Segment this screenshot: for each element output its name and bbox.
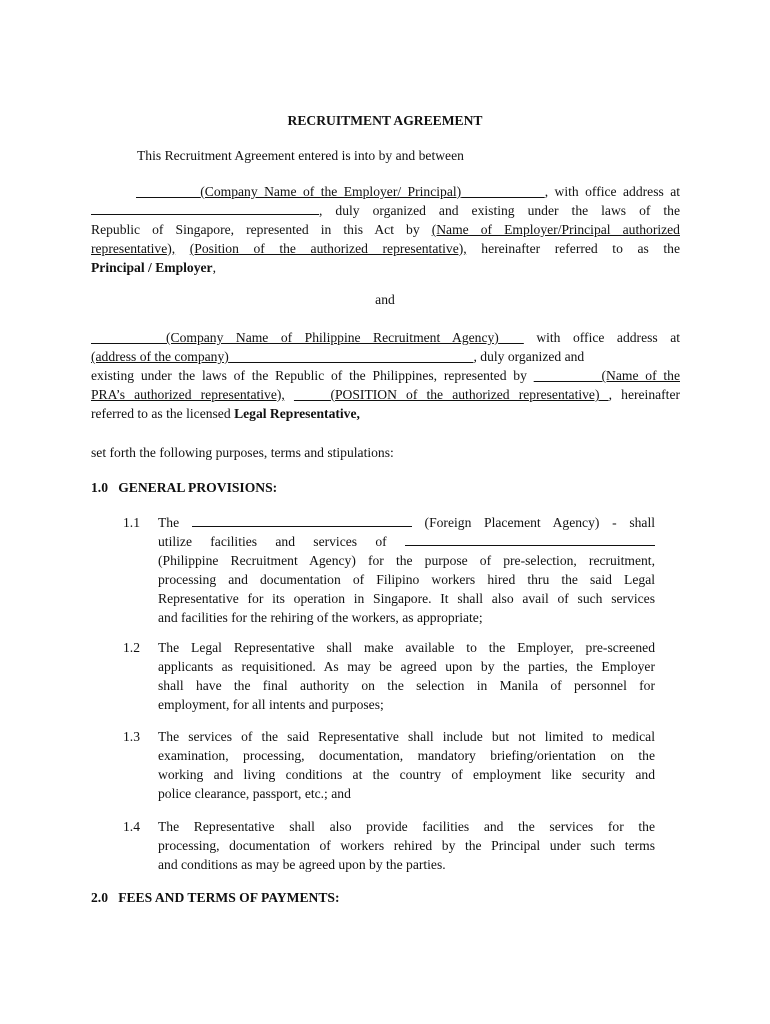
agency-rep-position-field[interactable]: (POSITION of the authorized representative): [330, 387, 600, 402]
item-1-2-text: [158, 638, 655, 714]
party2-text-2: , duly organized and: [473, 349, 585, 364]
item-1-1-line-5: Representative for its operation in Singapore. It shall also avail of such services: [158, 591, 655, 606]
item-1-1-line-1: The: [158, 515, 180, 530]
party2-paragraph: [91, 328, 680, 423]
item-1-1-line-3: (Philippine Recruitment Agency) for the purpose of pre-selection, recruitment,: [158, 553, 655, 568]
document-title: RECRUITMENT AGREEMENT: [287, 113, 483, 128]
item-1-2-line-2: applicants as requisitioned. As may be agreed upon by the parties, the Employer: [158, 659, 655, 674]
item-1-3-line-3: working and living conditions at the country of employment like security and: [158, 767, 655, 782]
item-1-2-line-3: shall have the final authority on the selection in Manila of personnel for: [158, 678, 655, 693]
party2-text-3: existing under the laws of the Republic of the Philippines, represented by: [91, 368, 527, 383]
item-1-3-line-4: police clearance, passport, etc.; and: [158, 786, 351, 801]
party2-role: Legal Representative,: [234, 406, 360, 421]
section1-heading: 1.0 GENERAL PROVISIONS:: [91, 480, 278, 495]
party1-role-end: ,: [212, 260, 216, 275]
and-separator: and: [375, 292, 395, 307]
party2-text-1: with office address at: [536, 330, 681, 345]
party1-text-4: hereinafter referred to as the: [481, 241, 680, 256]
employer-rep-name-field-b[interactable]: representative),: [91, 241, 176, 256]
party1-paragraph: [91, 182, 680, 277]
item-1-4-line-2: processing, documentation of workers rehired by the Principal under such terms: [158, 838, 655, 853]
agency-rep-name-field-b[interactable]: PRA’s authorized representative),: [91, 387, 285, 402]
party2-text-5: referred to as the licensed: [91, 406, 231, 421]
agency-address-field[interactable]: (address of the company): [91, 349, 229, 364]
item-1-3-number: 1.3: [123, 729, 140, 744]
foreign-agency-name-field[interactable]: [192, 513, 412, 527]
agency-rep-name-field-a[interactable]: (Name of the: [601, 368, 680, 383]
item-1-1-text: [158, 513, 655, 627]
item-1-2-line-1: The Legal Representative shall make available to the Employer, pre-screened: [158, 640, 655, 655]
item-1-4-line-3: and conditions as may be agreed upon by the parties.: [158, 857, 446, 872]
item-1-3-line-1: The services of the said Representative shall include but not limited to medical: [158, 729, 655, 744]
item-1-1-line-4: processing and documentation of Filipino workers hired thru the said Legal: [158, 572, 655, 587]
agency-company-name-field[interactable]: (Company Name of Philippine Recruitment Agency): [166, 330, 499, 345]
item-1-4-number: 1.4: [123, 819, 140, 834]
employer-rep-position-field[interactable]: (Position of the authorized representative),: [189, 241, 467, 256]
item-1-1-line-6: and facilities for the rehiring of the workers, as appropriate;: [158, 610, 483, 625]
item-1-1-number: 1.1: [123, 515, 140, 530]
party1-text-1: , with office address at: [544, 184, 681, 199]
employer-rep-name-field-a[interactable]: (Name of Employer/Principal authorized: [431, 222, 680, 237]
item-1-3-line-2: examination, processing, documentation, mandatory briefing/orientation on the: [158, 748, 655, 763]
item-1-2-line-4: employment, for all intents and purposes;: [158, 697, 384, 712]
party1-text-3: Republic of Singapore, represented in this Act by: [91, 222, 420, 237]
party1-text-2: , duly organized and existing under the laws of the: [319, 203, 680, 218]
employer-address-field[interactable]: [91, 201, 319, 215]
item-1-4-text: [158, 817, 655, 874]
philippine-agency-name-field[interactable]: [405, 532, 655, 546]
item-1-1-line-2: utilize facilities and services of: [158, 534, 387, 549]
party1-role: Principal / Employer: [91, 260, 213, 275]
party2-text-4: , hereinafter: [608, 387, 681, 402]
intro-text: This Recruitment Agreement entered is into by and between: [137, 148, 464, 163]
item-1-4-line-1: The Representative shall also provide facilities and the services for the: [158, 819, 655, 834]
item-1-3-text: [158, 727, 655, 803]
employer-company-name-field[interactable]: (Company Name of the Employer/ Principal): [200, 184, 462, 199]
section2-heading: 2.0 FEES AND TERMS OF PAYMENTS:: [91, 890, 340, 905]
set-forth-text: set forth the following purposes, terms and stipulations:: [91, 445, 394, 460]
item-1-2-number: 1.2: [123, 640, 140, 655]
item-1-1-line-1b: (Foreign Placement Agency) - shall: [424, 515, 656, 530]
